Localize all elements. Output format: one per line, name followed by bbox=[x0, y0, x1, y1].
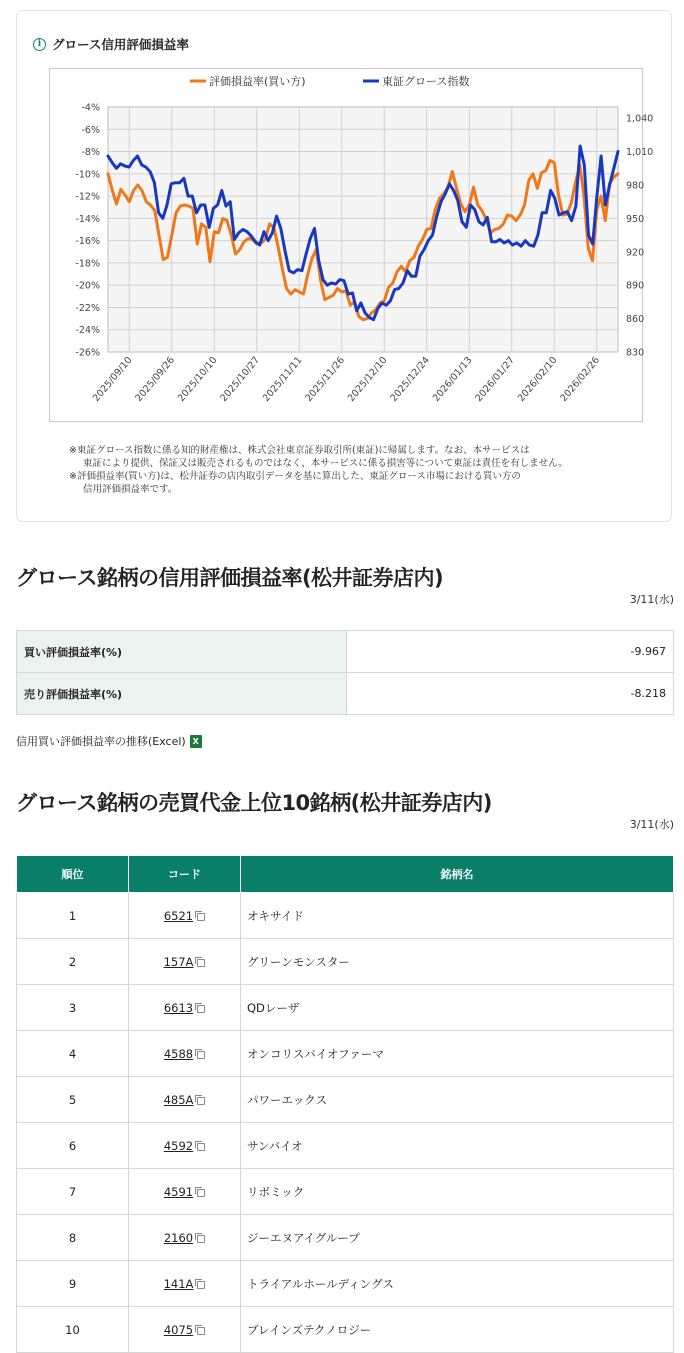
copy-icon[interactable] bbox=[197, 1143, 205, 1151]
rank-cell: 1 bbox=[17, 893, 129, 939]
x-tick-label: 2025/09/26 bbox=[133, 354, 178, 404]
y-left-tick-label: -10% bbox=[75, 169, 100, 181]
code-cell bbox=[129, 1123, 241, 1169]
column-header-name: 銘柄名 bbox=[241, 856, 674, 893]
table-header-row bbox=[17, 856, 674, 893]
code-cell bbox=[129, 1215, 241, 1261]
table-row bbox=[17, 985, 674, 1031]
y-right-tick-label: 890 bbox=[626, 280, 645, 292]
rank-cell: 9 bbox=[17, 1261, 129, 1307]
x-tick-label: 2026/02/10 bbox=[515, 354, 560, 404]
stock-name-cell: QDレーザ bbox=[241, 985, 674, 1031]
table-row bbox=[17, 1077, 674, 1123]
code-cell bbox=[129, 939, 241, 985]
table-row bbox=[17, 1215, 674, 1261]
y-left-tick-label: -14% bbox=[75, 213, 100, 225]
y-left-tick-label: -8% bbox=[81, 147, 100, 159]
legend-label: 評価損益率(買い方) bbox=[209, 75, 306, 88]
legend-label: 東証グロース指数 bbox=[382, 75, 470, 88]
rank-cell: 4 bbox=[17, 1031, 129, 1077]
stock-name-cell: サンバイオ bbox=[241, 1123, 674, 1169]
y-left-tick-label: -20% bbox=[75, 280, 100, 292]
table-row bbox=[17, 1169, 674, 1215]
stock-name-cell: パワーエックス bbox=[241, 1077, 674, 1123]
y-left-tick-label: -16% bbox=[75, 236, 100, 248]
line-chart bbox=[49, 68, 654, 422]
table-row bbox=[17, 1031, 674, 1077]
copy-icon[interactable] bbox=[197, 1189, 205, 1197]
table-row bbox=[17, 893, 674, 939]
stock-name-cell: リボミック bbox=[241, 1169, 674, 1215]
y-left-tick-label: -4% bbox=[81, 102, 100, 114]
stock-code-link[interactable]: 4075 bbox=[163, 1322, 194, 1337]
y-left-tick-label: -24% bbox=[75, 325, 100, 337]
rank-cell: 7 bbox=[17, 1169, 129, 1215]
note-line: 信用評価損益率です。 bbox=[83, 484, 178, 495]
stock-code-link[interactable]: 4592 bbox=[163, 1138, 194, 1153]
code-cell bbox=[129, 985, 241, 1031]
stock-code-link[interactable]: 141A bbox=[163, 1276, 194, 1291]
code-cell bbox=[129, 893, 241, 939]
copy-icon[interactable] bbox=[197, 913, 205, 921]
code-cell bbox=[129, 1261, 241, 1307]
chart-card bbox=[16, 10, 672, 522]
column-header-rank: 順位 bbox=[17, 856, 129, 893]
excel-link-text[interactable]: 信用買い評価損益率の推移(Excel) bbox=[16, 735, 186, 748]
eval-section-title: グロース銘柄の信用評価損益率(松井証券店内) bbox=[16, 566, 444, 590]
stock-name-cell: トライアルホールディングス bbox=[241, 1261, 674, 1307]
y-right-tick-label: 1,010 bbox=[626, 147, 654, 159]
buy-eval-label: 買い評価損益率(%) bbox=[17, 631, 347, 673]
table-row bbox=[17, 1307, 674, 1353]
table-row bbox=[17, 631, 674, 673]
x-tick-label: 2026/01/27 bbox=[473, 354, 518, 404]
note-line: ※東証グロース指数に係る知的財産権は、株式会社東京証券取引所(東証)に帰属します。なお、本サービスは bbox=[69, 445, 530, 456]
note-line: ※評価損益率(買い方)は、松井証券の店内取引データを基に算出した、東証グロース市場における買い方の bbox=[69, 471, 521, 482]
table-row bbox=[17, 673, 674, 715]
excel-download-link[interactable] bbox=[16, 733, 202, 749]
y-right-tick-label: 950 bbox=[626, 213, 645, 225]
chart-card-title bbox=[33, 35, 189, 53]
copy-icon[interactable] bbox=[197, 1097, 205, 1105]
x-tick-label: 2025/11/26 bbox=[303, 354, 348, 404]
chart-title: グロース信用評価損益率 bbox=[52, 37, 189, 52]
stock-code-link[interactable]: 4588 bbox=[163, 1046, 194, 1061]
y-right-tick-label: 980 bbox=[626, 180, 645, 192]
chart-svg bbox=[50, 69, 654, 423]
table-row bbox=[17, 1261, 674, 1307]
code-cell bbox=[129, 1031, 241, 1077]
y-right-tick-label: 860 bbox=[626, 314, 645, 326]
stock-name-cell: オキサイド bbox=[241, 893, 674, 939]
code-cell bbox=[129, 1307, 241, 1353]
stock-name-cell: ブレインズテクノロジー bbox=[241, 1307, 674, 1353]
sell-eval-value: -8.218 bbox=[347, 673, 674, 715]
buy-eval-value: -9.967 bbox=[347, 631, 674, 673]
ranking-section-title: グロース銘柄の売買代金上位10銘柄(松井証券店内) bbox=[16, 791, 492, 815]
y-left-tick-label: -6% bbox=[81, 124, 100, 136]
x-tick-label: 2025/12/24 bbox=[388, 354, 433, 404]
table-row bbox=[17, 939, 674, 985]
stock-code-link[interactable]: 6613 bbox=[163, 1000, 194, 1015]
eval-table bbox=[16, 630, 674, 715]
note-line: 東証により提供、保証又は販売されるものではなく、本サービスに係る損害等について東証は責任を有しません。 bbox=[83, 458, 568, 469]
y-right-tick-label: 920 bbox=[626, 247, 645, 259]
column-header-code: コード bbox=[129, 856, 241, 893]
code-cell bbox=[129, 1077, 241, 1123]
copy-icon[interactable] bbox=[197, 1327, 205, 1335]
stock-name-cell: オンコリスバイオファーマ bbox=[241, 1031, 674, 1077]
y-left-tick-label: -26% bbox=[75, 347, 100, 359]
rank-cell: 5 bbox=[17, 1077, 129, 1123]
info-icon: i bbox=[33, 38, 46, 51]
copy-icon[interactable] bbox=[197, 1051, 205, 1059]
y-right-tick-label: 830 bbox=[626, 347, 645, 359]
copy-icon[interactable] bbox=[197, 1005, 205, 1013]
copy-icon[interactable] bbox=[197, 959, 205, 967]
ranking-date: 3/11(水) bbox=[629, 818, 674, 831]
plot-area bbox=[108, 107, 618, 352]
stock-code-link[interactable]: 6521 bbox=[163, 908, 194, 923]
x-tick-label: 2025/12/10 bbox=[345, 354, 390, 404]
rank-cell: 3 bbox=[17, 985, 129, 1031]
rank-cell: 10 bbox=[17, 1307, 129, 1353]
chart-notes bbox=[69, 444, 649, 496]
ranking-table-body bbox=[17, 893, 674, 1353]
stock-name-cell: ジーエヌアイグループ bbox=[241, 1215, 674, 1261]
rank-cell: 8 bbox=[17, 1215, 129, 1261]
table-row bbox=[17, 1123, 674, 1169]
ranking-table bbox=[16, 856, 674, 1353]
y-right-tick-label: 1,040 bbox=[626, 113, 654, 125]
stock-code-link[interactable]: 2160 bbox=[163, 1230, 194, 1245]
rank-cell: 6 bbox=[17, 1123, 129, 1169]
x-tick-label: 2025/10/27 bbox=[218, 354, 263, 404]
stock-code-link[interactable]: 485A bbox=[163, 1092, 194, 1107]
stock-code-link[interactable]: 4591 bbox=[163, 1184, 194, 1199]
y-left-tick-label: -12% bbox=[75, 191, 100, 203]
code-cell bbox=[129, 1169, 241, 1215]
copy-icon[interactable] bbox=[197, 1235, 205, 1243]
x-tick-label: 2025/10/10 bbox=[175, 354, 220, 404]
copy-icon[interactable] bbox=[197, 1281, 205, 1289]
stock-name-cell: グリーンモンスター bbox=[241, 939, 674, 985]
stock-code-link[interactable]: 157A bbox=[163, 954, 194, 969]
y-left-tick-label: -18% bbox=[75, 258, 100, 270]
eval-date: 3/11(水) bbox=[629, 593, 674, 606]
x-tick-label: 2025/09/10 bbox=[90, 354, 135, 404]
sell-eval-label: 売り評価損益率(%) bbox=[17, 673, 347, 715]
x-tick-label: 2026/02/26 bbox=[558, 354, 603, 404]
excel-icon[interactable]: X bbox=[190, 735, 202, 748]
x-tick-label: 2026/01/13 bbox=[430, 354, 475, 404]
y-left-tick-label: -22% bbox=[75, 302, 100, 314]
x-tick-label: 2025/11/11 bbox=[260, 354, 305, 404]
rank-cell: 2 bbox=[17, 939, 129, 985]
